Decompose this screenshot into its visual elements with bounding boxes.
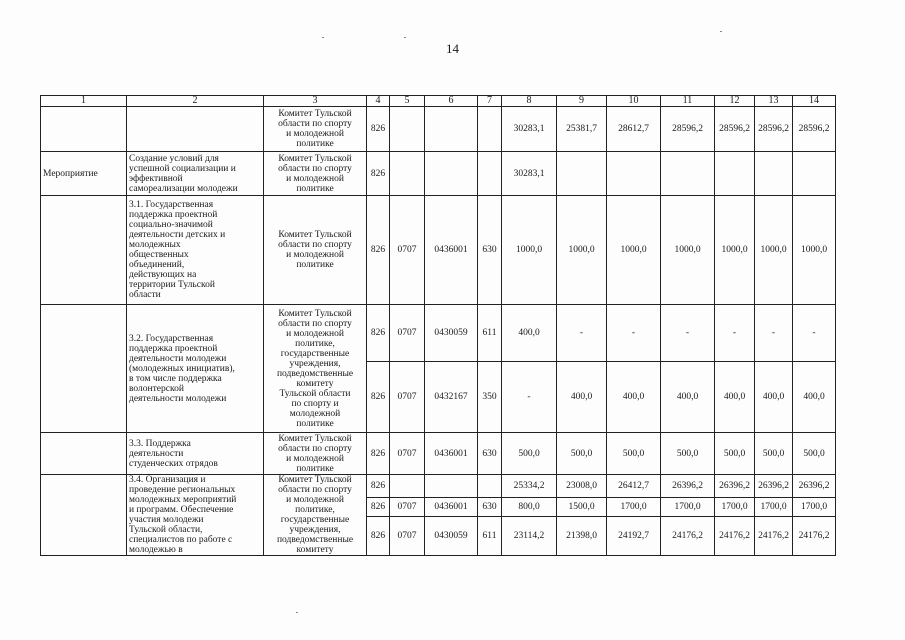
value-cell-c12: 400,0 <box>715 362 755 433</box>
value-cell-c13: 500,0 <box>755 433 793 475</box>
value-cell-c9: 21398,0 <box>557 517 607 556</box>
executor-line: подведомственные <box>276 535 354 545</box>
event-description-cell <box>127 305 264 433</box>
value-cell-c4: 826 <box>367 517 390 556</box>
executor-line: Комитет Тульской <box>278 230 352 240</box>
description-line: деятельности <box>129 448 184 459</box>
description-line: 3.3. Поддержка <box>129 438 191 449</box>
value-cell-c6: 0430059 <box>425 517 478 556</box>
value-cell-c7: 630 <box>478 433 502 475</box>
executor-line: Комитет Тульской <box>278 433 352 444</box>
value-cell-c11: 26396,2 <box>661 475 715 498</box>
description-line: Создание условий для <box>129 153 219 164</box>
column-number: 10 <box>607 96 661 107</box>
description-line: участия молодежи <box>129 515 204 525</box>
value-cell-c14 <box>793 152 836 196</box>
value-cell-c14: 1700,0 <box>793 497 836 516</box>
column-number: 8 <box>502 96 557 107</box>
executor-line: Комитет Тульской <box>278 109 352 119</box>
value-cell-c10: 24192,7 <box>607 517 661 556</box>
executor-line: политике, <box>295 505 335 515</box>
column-number: 11 <box>661 96 715 107</box>
value-cell-c6: 0436001 <box>425 196 478 305</box>
executor-line: Тульской области <box>279 388 351 399</box>
description-line: 3.1. Государственная <box>129 200 214 210</box>
value-cell-c14: - <box>793 305 836 362</box>
description-line: поддержка проектной <box>129 210 218 220</box>
value-cell-c14: 24176,2 <box>793 517 836 556</box>
value-cell-c11: - <box>661 305 715 362</box>
responsible-executor-cell <box>264 196 367 305</box>
description-line: эффективной <box>129 173 183 184</box>
value-cell-c5: 0707 <box>390 497 425 516</box>
value-cell-c12: - <box>715 305 755 362</box>
column-number: 12 <box>715 96 755 107</box>
event-type-cell <box>41 107 127 152</box>
executor-line: подведомственные <box>276 368 354 379</box>
value-cell-c11: 1000,0 <box>661 196 715 305</box>
description-line: социально-значимой <box>129 220 213 230</box>
value-cell-c9 <box>557 152 607 196</box>
column-number: 13 <box>755 96 793 107</box>
description-line: области <box>129 290 161 300</box>
description-line: территории Тульской <box>129 280 215 290</box>
description-line: 3.4. Организация и <box>129 475 206 485</box>
description-line: самореализации молодежи <box>129 183 238 194</box>
value-cell-c5 <box>390 475 425 498</box>
value-cell-c4: 826 <box>367 107 390 152</box>
executor-line: государственные <box>280 515 350 525</box>
executor-line: политике <box>296 139 334 149</box>
value-cell-c5: 0707 <box>390 433 425 475</box>
event-type-cell <box>41 433 127 475</box>
column-number: 9 <box>557 96 607 107</box>
executor-line: области по спорту <box>278 485 352 495</box>
column-number: 2 <box>127 96 264 107</box>
executor-line: и молодежной <box>286 250 344 260</box>
value-cell-c12: 28596,2 <box>715 107 755 152</box>
column-number: 5 <box>390 96 425 107</box>
value-cell-c13: 400,0 <box>755 362 793 433</box>
responsible-executor-cell <box>264 152 367 196</box>
description-line: общественных <box>129 250 189 260</box>
value-cell-c8: 800,0 <box>502 497 557 516</box>
executor-line: комитету <box>296 378 334 389</box>
value-cell-c4: 826 <box>367 497 390 516</box>
value-cell-c4: 826 <box>367 433 390 475</box>
description-line: (молодежных инициатив), <box>129 363 235 374</box>
executor-line: Комитет Тульской <box>278 308 352 319</box>
table-row <box>41 107 836 152</box>
value-cell-c12: 1000,0 <box>715 196 755 305</box>
value-cell-c10: 1000,0 <box>607 196 661 305</box>
value-cell-c8: 23114,2 <box>502 517 557 556</box>
value-cell-c4: 826 <box>367 196 390 305</box>
column-number: 14 <box>793 96 836 107</box>
value-cell-c8: 500,0 <box>502 433 557 475</box>
value-cell-c10: 500,0 <box>607 433 661 475</box>
value-cell-c10: 400,0 <box>607 362 661 433</box>
value-cell-c4: 826 <box>367 475 390 498</box>
executor-line: политике <box>296 183 334 194</box>
value-cell-c8: - <box>502 362 557 433</box>
value-cell-c9: - <box>557 305 607 362</box>
description-line: специалистов по работе с <box>129 535 233 545</box>
value-cell-c9: 400,0 <box>557 362 607 433</box>
value-cell-c13: - <box>755 305 793 362</box>
responsible-executor-cell <box>264 305 367 433</box>
executor-line: области по спорту <box>278 443 352 454</box>
description-line: студенческих отрядов <box>129 458 218 469</box>
value-cell-c12: 1700,0 <box>715 497 755 516</box>
table-row <box>41 475 836 498</box>
value-cell-c6 <box>425 152 478 196</box>
value-cell-c7 <box>478 107 502 152</box>
value-cell-c5: 0707 <box>390 305 425 362</box>
description-line: деятельности детских и <box>129 230 226 240</box>
description-line: деятельности молодежи <box>129 353 227 364</box>
event-type-cell <box>41 475 127 556</box>
executor-line: и молодежной <box>286 173 344 184</box>
executor-line: и молодежной <box>286 328 344 339</box>
value-cell-c6: 0436001 <box>425 433 478 475</box>
description-line: действующих на <box>129 270 197 280</box>
value-cell-c7: 630 <box>478 196 502 305</box>
value-cell-c6: 0432167 <box>425 362 478 433</box>
value-cell-c7: 630 <box>478 497 502 516</box>
value-cell-c6: 0436001 <box>425 497 478 516</box>
value-cell-c5: 0707 <box>390 196 425 305</box>
value-cell-c10: 26412,7 <box>607 475 661 498</box>
value-cell-c5 <box>390 107 425 152</box>
description-line: поддержка проектной <box>129 343 218 354</box>
value-cell-c5: 0707 <box>390 362 425 433</box>
value-cell-c14: 400,0 <box>793 362 836 433</box>
value-cell-c12: 24176,2 <box>715 517 755 556</box>
budget-table <box>40 95 836 556</box>
table-row <box>41 152 836 196</box>
executor-line: и молодежной <box>286 129 344 139</box>
value-cell-c13: 26396,2 <box>755 475 793 498</box>
value-cell-c4: 826 <box>367 152 390 196</box>
executor-line: молодежной <box>289 408 341 419</box>
responsible-executor-cell <box>264 107 367 152</box>
description-line: 3.2. Государственная <box>129 333 214 344</box>
event-type-cell <box>41 196 127 305</box>
table-row <box>41 433 836 475</box>
value-cell-c10 <box>607 152 661 196</box>
executor-line: комитету <box>296 545 334 555</box>
executor-line: политике, <box>295 338 335 349</box>
value-cell-c4: 826 <box>367 362 390 433</box>
description-line: и программ. Обеспечение <box>129 505 234 515</box>
value-cell-c13: 28596,2 <box>755 107 793 152</box>
value-cell-c8: 30283,1 <box>502 107 557 152</box>
description-line: объединений, <box>129 260 185 270</box>
value-cell-c5 <box>390 152 425 196</box>
executor-line: государственные <box>280 348 350 359</box>
value-cell-c8: 400,0 <box>502 305 557 362</box>
responsible-executor-cell <box>264 433 367 475</box>
value-cell-c10: 28612,7 <box>607 107 661 152</box>
executor-line: политике <box>296 463 334 474</box>
value-cell-c11: 400,0 <box>661 362 715 433</box>
value-cell-c8: 30283,1 <box>502 152 557 196</box>
value-cell-c9: 23008,0 <box>557 475 607 498</box>
description-line: успешной социализации и <box>129 163 236 174</box>
executor-line: и молодежной <box>286 453 344 464</box>
executor-line: учреждения, <box>289 358 341 369</box>
value-cell-c8: 25334,2 <box>502 475 557 498</box>
value-cell-c14: 28596,2 <box>793 107 836 152</box>
event-type-cell <box>41 305 127 433</box>
description-line: Тульской области, <box>129 525 203 535</box>
executor-line: области по спорту <box>278 318 352 329</box>
value-cell-c7: 350 <box>478 362 502 433</box>
value-cell-c13 <box>755 152 793 196</box>
table-row <box>41 196 836 305</box>
value-cell-c11: 24176,2 <box>661 517 715 556</box>
event-description-cell <box>127 475 264 556</box>
description-line: молодежных мероприятий <box>129 495 237 505</box>
value-cell-c12: 26396,2 <box>715 475 755 498</box>
page-number: 14 <box>446 41 459 56</box>
executor-line: политике <box>296 260 334 270</box>
value-cell-c6 <box>425 475 478 498</box>
event-description-cell <box>127 433 264 475</box>
column-number: 3 <box>264 96 367 107</box>
executor-line: Комитет Тульской <box>278 475 352 485</box>
header-row <box>41 96 836 107</box>
description-line: волонтерской <box>129 383 184 394</box>
value-cell-c6: 0430059 <box>425 305 478 362</box>
executor-line: учреждения, <box>289 525 341 535</box>
value-cell-c14: 500,0 <box>793 433 836 475</box>
column-number: 7 <box>478 96 502 107</box>
value-cell-c5: 0707 <box>390 517 425 556</box>
executor-line: Комитет Тульской <box>278 153 352 164</box>
value-cell-c4: 826 <box>367 305 390 362</box>
event-description-cell <box>127 107 264 152</box>
executor-line: области по спорту <box>278 240 352 250</box>
description-line: в том числе поддержка <box>129 373 222 384</box>
table-row <box>41 305 836 362</box>
value-cell-c13: 1000,0 <box>755 196 793 305</box>
value-cell-c7: 611 <box>478 517 502 556</box>
scan-speck <box>720 31 722 32</box>
description-line: молодежных <box>129 240 181 250</box>
executor-line: по спорту и <box>291 398 339 409</box>
description-line: проведение региональных <box>129 485 236 495</box>
value-cell-c9: 25381,7 <box>557 107 607 152</box>
executor-line: политике <box>296 418 334 429</box>
scan-speck <box>322 37 324 38</box>
scan-speck <box>404 37 406 38</box>
value-cell-c9: 1000,0 <box>557 196 607 305</box>
value-cell-c13: 1700,0 <box>755 497 793 516</box>
value-cell-c10: 1700,0 <box>607 497 661 516</box>
value-cell-c7: 611 <box>478 305 502 362</box>
description-line: молодежью в <box>129 545 183 555</box>
value-cell-c9: 1500,0 <box>557 497 607 516</box>
value-cell-c10: - <box>607 305 661 362</box>
value-cell-c11: 1700,0 <box>661 497 715 516</box>
column-number: 1 <box>41 96 127 107</box>
value-cell-c9: 500,0 <box>557 433 607 475</box>
value-cell-c11: 28596,2 <box>661 107 715 152</box>
value-cell-c11: 500,0 <box>661 433 715 475</box>
executor-line: и молодежной <box>286 495 344 505</box>
event-type-cell: Мероприятие <box>41 152 127 196</box>
value-cell-c7 <box>478 475 502 498</box>
value-cell-c14: 1000,0 <box>793 196 836 305</box>
value-cell-c8: 1000,0 <box>502 196 557 305</box>
event-description-cell <box>127 196 264 305</box>
column-number: 4 <box>367 96 390 107</box>
value-cell-c11 <box>661 152 715 196</box>
executor-line: области по спорту <box>278 163 352 174</box>
description-line: деятельности молодежи <box>129 393 227 404</box>
scan-speck <box>296 612 298 613</box>
value-cell-c6 <box>425 107 478 152</box>
value-cell-c13: 24176,2 <box>755 517 793 556</box>
executor-line: области по спорту <box>278 119 352 129</box>
value-cell-c12 <box>715 152 755 196</box>
value-cell-c7 <box>478 152 502 196</box>
event-description-cell <box>127 152 264 196</box>
column-number: 6 <box>425 96 478 107</box>
value-cell-c14: 26396,2 <box>793 475 836 498</box>
responsible-executor-cell <box>264 475 367 556</box>
value-cell-c12: 500,0 <box>715 433 755 475</box>
